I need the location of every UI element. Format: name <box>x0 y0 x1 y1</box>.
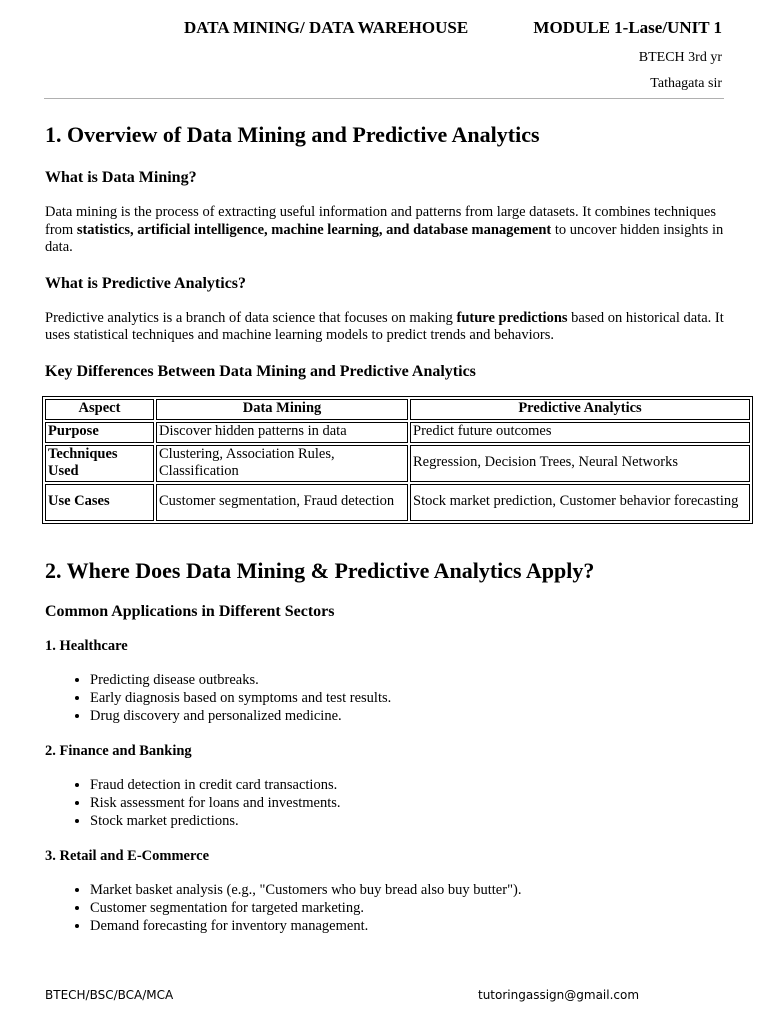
p2-bold: future predictions <box>456 309 568 326</box>
table-row <box>45 484 750 521</box>
footer-email: tutoringassign@gmail.com <box>478 988 640 1002</box>
retail-list <box>45 881 725 935</box>
table-header-cell: Aspect <box>45 399 154 420</box>
what-is-data-mining-heading: What is Data Mining? <box>45 169 197 186</box>
p1-bold: statistics, artificial intelligence, machine learning, and database management <box>76 221 552 238</box>
list-item: • Drug discovery and personalized medicine. <box>90 707 725 725</box>
list-item: • Stock market predictions. <box>90 812 725 830</box>
table-header-cell: Predictive Analytics <box>410 399 750 420</box>
document-title: DATA MINING/ DATA WAREHOUSE <box>184 18 469 37</box>
list-item: • Predicting disease outbreaks. <box>90 671 725 689</box>
list-item: • Demand forecasting for inventory management. <box>90 917 725 935</box>
key-differences-heading: Key Differences Between Data Mining and Predictive Analytics <box>45 362 476 380</box>
p1-text-end: to uncover hidden insights in data. <box>45 221 724 255</box>
predictive-analytics-definition <box>45 310 725 345</box>
table-cell: Techniques Used <box>45 445 154 482</box>
p2-text-end: based on historical data. It uses statistical techniques and machine learning models to predict trends and behaviors. <box>45 309 724 343</box>
page-content <box>45 122 739 952</box>
finance-list <box>45 776 725 830</box>
sector-heading-healthcare: 1. Healthcare <box>45 637 128 654</box>
table-row <box>45 445 750 482</box>
list-item: • Market basket analysis (e.g., "Customers who buy bread also buy butter"). <box>90 881 725 899</box>
what-is-predictive-analytics-heading: What is Predictive Analytics? <box>45 274 247 292</box>
header-divider <box>44 98 724 99</box>
section1-heading: 1. Overview of Data Mining and Predictive Analytics <box>45 122 540 147</box>
table-cell: Purpose <box>45 422 154 443</box>
data-mining-definition <box>45 204 725 257</box>
applications-subheading: Common Applications in Different Sectors <box>45 602 335 620</box>
table-cell: Use Cases <box>45 484 154 521</box>
list-item: • Customer segmentation for targeted marketing. <box>90 899 725 917</box>
author-label: Tathagata sir <box>650 76 722 91</box>
list-item: • Risk assessment for loans and investments. <box>90 794 725 812</box>
sector-heading-finance: 2. Finance and Banking <box>45 742 192 759</box>
table-cell: Predict future outcomes <box>410 422 750 443</box>
p1-text: Data mining is the process of extracting useful information and patterns from large datasets. It combines techniques from <box>45 204 716 238</box>
healthcare-list <box>45 671 725 725</box>
table-cell: Customer segmentation, Fraud detection <box>156 484 408 521</box>
table-header-cell: Data Mining <box>156 399 408 420</box>
section2-heading: 2. Where Does Data Mining & Predictive Analytics Apply? <box>45 557 595 583</box>
sector-heading-retail: 3. Retail and E-Commerce <box>45 847 210 864</box>
table-cell: Regression, Decision Trees, Neural Networks <box>410 445 750 482</box>
module-label: MODULE 1-Lase/UNIT 1 <box>533 18 722 37</box>
course-label: BTECH 3rd yr <box>638 50 722 65</box>
list-item: • Fraud detection in credit card transactions. <box>90 776 725 794</box>
p2-text: Predictive analytics is a branch of data science that focuses on making <box>45 309 457 326</box>
table-header-row <box>45 399 750 420</box>
table-cell: Stock market prediction, Customer behavior forecasting <box>410 484 750 521</box>
table-cell: Clustering, Association Rules, Classification <box>156 445 408 482</box>
table-row <box>45 422 750 443</box>
table-cell: Discover hidden patterns in data <box>156 422 408 443</box>
footer-courses: BTECH/BSC/BCA/MCA <box>45 988 174 1002</box>
list-item: • Early diagnosis based on symptoms and test results. <box>90 689 725 707</box>
comparison-table <box>42 396 753 524</box>
